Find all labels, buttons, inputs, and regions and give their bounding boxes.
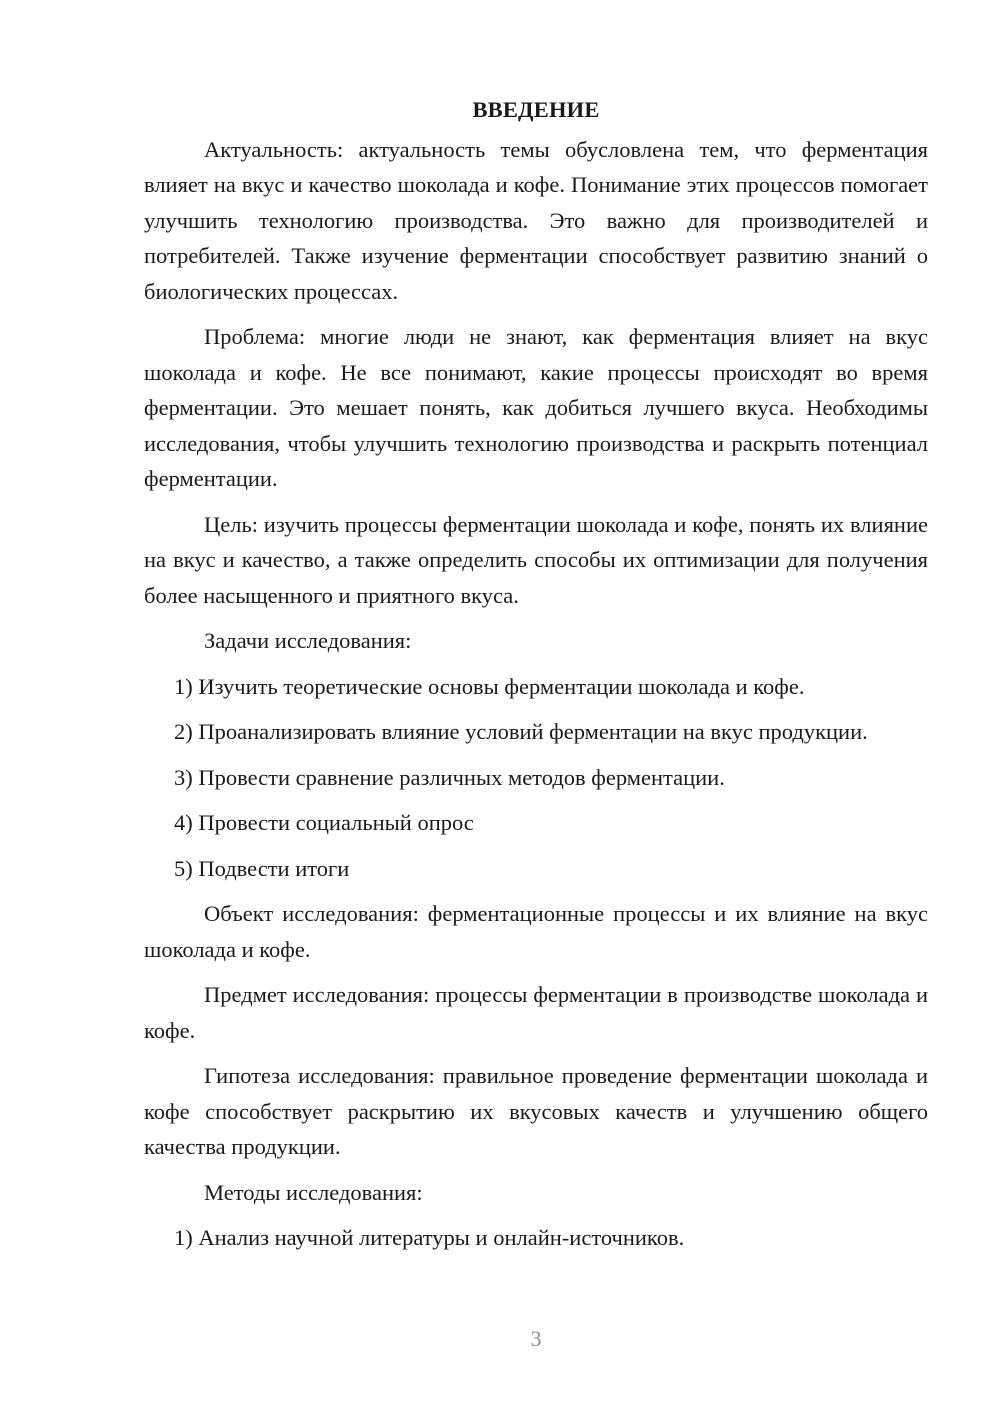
page-content <box>144 92 928 1266</box>
task-item-1: 1) Изучить теоретические основы ферментации шоколада и кофе. <box>174 673 805 699</box>
tasks-heading: Задачи исследования: <box>204 628 412 653</box>
task-item-5: 5) Подвести итоги <box>174 855 350 881</box>
methods-heading: Методы исследования: <box>204 1179 423 1205</box>
goal-paragraph: Цель: изучить процессы ферментации шоколада и кофе, понять их влияние на вкус и качество, а также определить способы их оптимизации для получения более насыщенного и приятного вкуса. <box>144 511 928 608</box>
object-paragraph: Объект исследования: ферментационные процессы и их влияние на вкус шоколада и кофе. <box>144 901 928 962</box>
subject-paragraph: Предмет исследования: процессы ферментации в производстве шоколада и кофе. <box>144 982 928 1043</box>
problem-paragraph: Проблема: многие люди не знают, как ферментация влияет на вкус шоколада и кофе. Не все понимают, какие процессы происходят во время ферментации. Это мешает понять, как добиться лучшего вкуса. Необходимы исследования, чтобы улучшить технологию производства и раскрыть потенциал ферментации. <box>144 324 928 491</box>
task-item-4: 4) Провести социальный опрос <box>174 810 474 835</box>
method-item-1: 1) Анализ научной литературы и онлайн-источников. <box>174 1225 685 1250</box>
relevance-paragraph: Актуальность: актуальность темы обусловлена тем, что ферментация влияет на вкус и качество шоколада и кофе. Понимание этих процессов помогает улучшить технологию производства. Это важно для производителей и потребителей. Также изучение ферментации способствует развитию знаний о биологических процессах. <box>144 136 928 304</box>
task-item-3: 3) Провести сравнение различных методов ферментации. <box>174 764 725 790</box>
page-number: 3 <box>530 1326 542 1351</box>
section-title: ВВЕДЕНИЕ <box>472 97 600 122</box>
hypothesis-paragraph: Гипотеза исследования: правильное проведение ферментации шоколада и кофе способствует раскрытию их вкусовых качеств и улучшению общего качества продукции. <box>144 1063 928 1159</box>
task-item-2: 2) Проанализировать влияние условий ферментации на вкус продукции. <box>174 719 868 744</box>
